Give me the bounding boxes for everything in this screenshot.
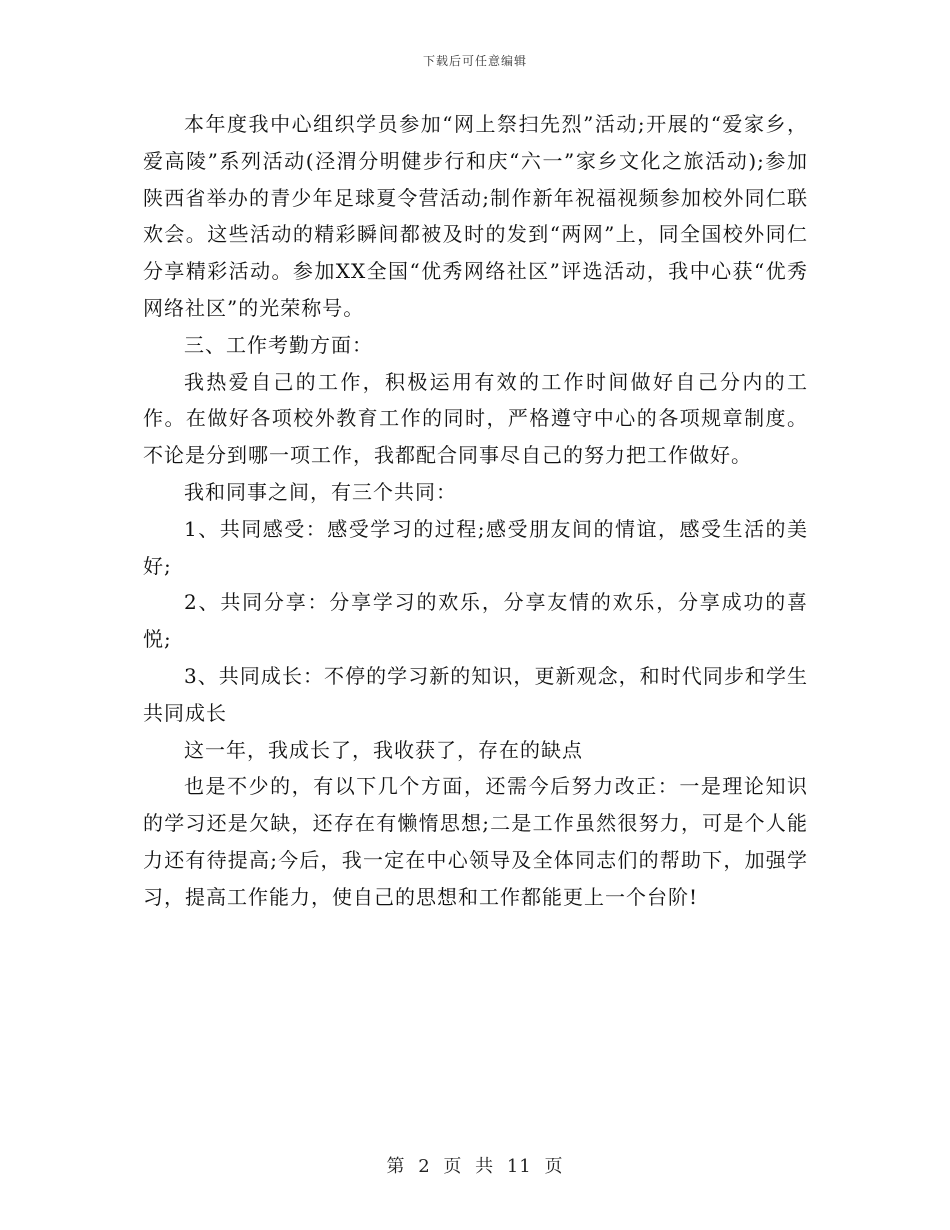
paragraph-year-summary: 这一年，我成长了，我收获了，存在的缺点 — [184, 737, 583, 762]
section-heading-attendance: 三、工作考勤方面： — [184, 332, 373, 357]
paragraph-shortcomings: 也是不少的，有以下几个方面，还需今后努力改正：一是理论知识的学习还是欠缺，还存在有懒惰思想;二是工作虽然很努力，可是个人能力还有待提高;今后，我一定在中心领导及全体同志们的帮助下，加强学习，提高工作能力，使自己的思想和工作都能更上一个台阶! — [143, 774, 808, 909]
paragraph-activities: 本年度我中心组织学员参加“网上祭扫先烈”活动;开展的“爱家乡，爱高陵”系列活动(泾渭分明健步行和庆“六一”家乡文化之旅活动);参加陕西省举办的青少年足球夏令营活动;制作新年祝福视频参加校外同仁联欢会。这些活动的精彩瞬间都被及时的发到“两网”上，同全国校外同仁分享精彩活动。参加XX全国“优秀网络社区”评选活动，我中心获“优秀网络社区”的光荣称号。 — [143, 112, 808, 320]
list-item-common-feeling: 1、共同感受：感受学习的过程;感受朋友间的情谊，感受生活的美好; — [143, 516, 808, 578]
document-body — [143, 106, 808, 916]
page-header-note: 下载后可任意编辑 — [422, 54, 527, 68]
paragraph-three-commons-intro: 我和同事之间，有三个共同： — [184, 479, 457, 504]
list-item-common-sharing: 2、共同分享：分享学习的欢乐，分享友情的欢乐，分享成功的喜悦; — [143, 590, 808, 652]
list-item-common-growth: 3、共同成长：不停的学习新的知识，更新观念，和时代同步和学生共同成长 — [143, 663, 808, 725]
page-number: 第 2 页 共 11 页 — [386, 1156, 564, 1177]
paragraph-work-attitude: 我热爱自己的工作，积极运用有效的工作时间做好自己分内的工作。在做好各项校外教育工作的同时，严格遵守中心的各项规章制度。不论是分到哪一项工作，我都配合同事尽自己的努力把工作做好。 — [143, 369, 808, 468]
